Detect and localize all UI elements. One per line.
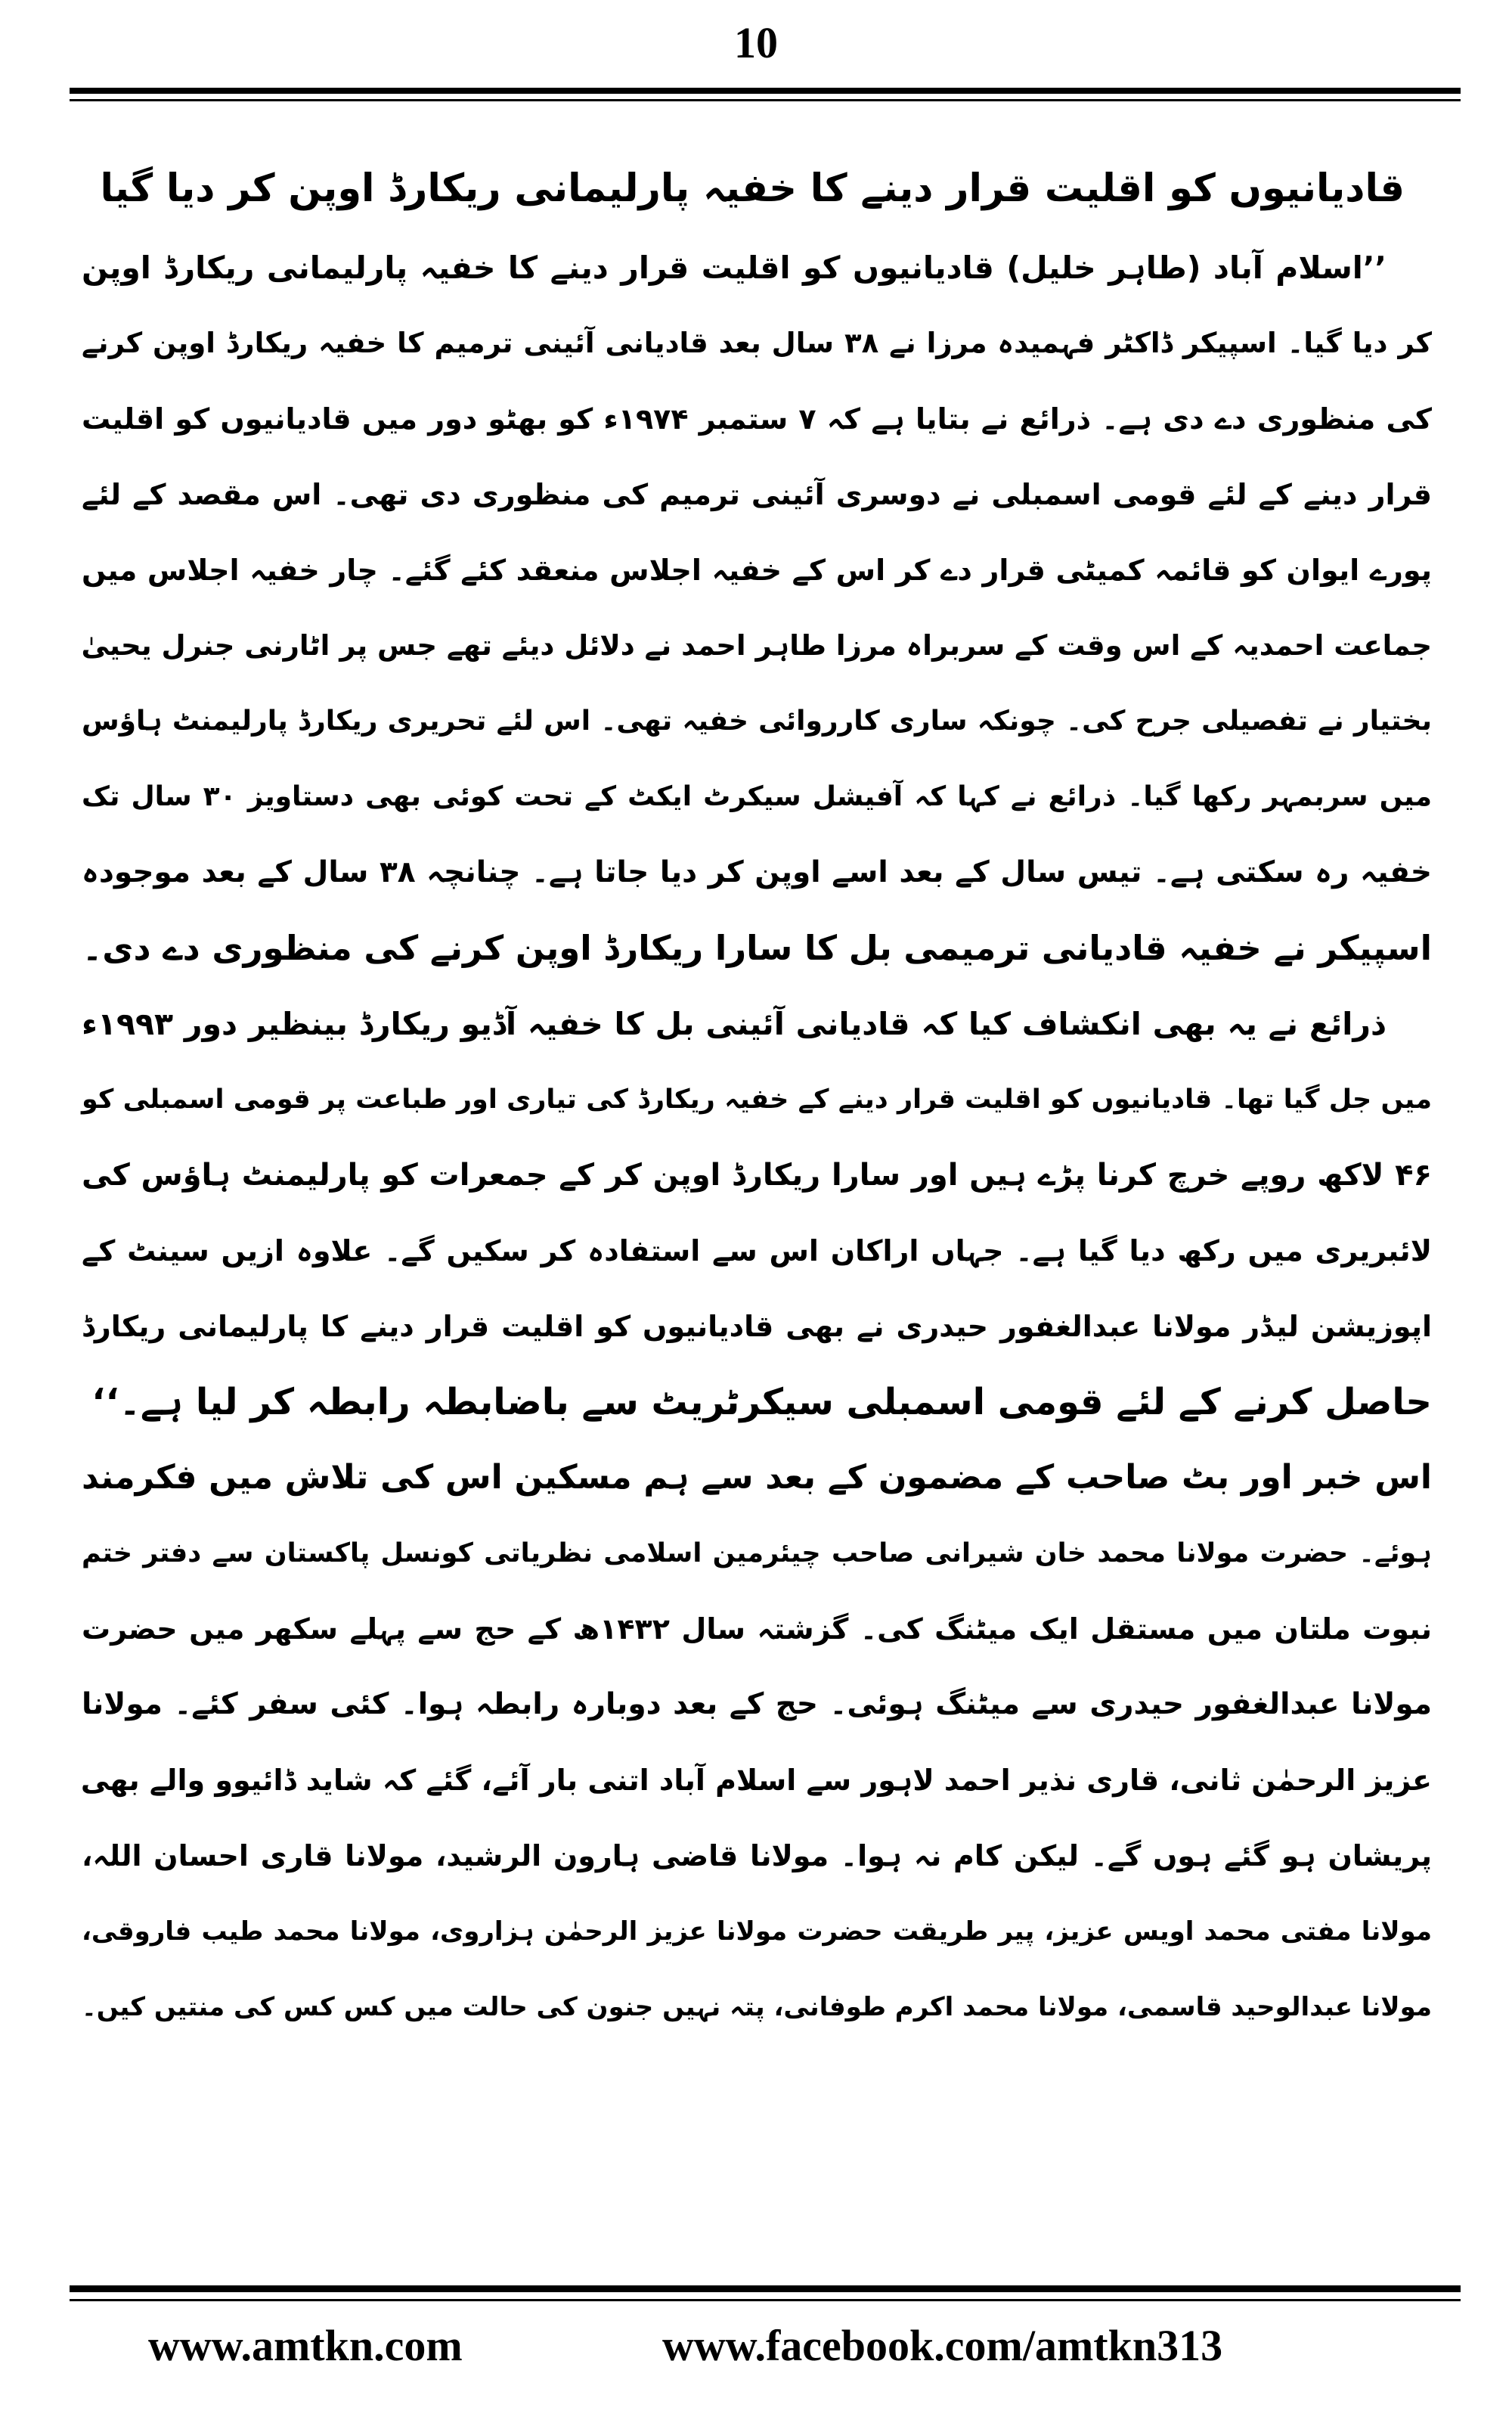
text-line: خفیہ رہ سکتی ہے۔ تیس سال کے بعد اسے اوپن کر دیا جاتا ہے۔ چنانچہ ۳۸ سال کے بعد موجودہ (82, 855, 1432, 889)
text-line: ۴۶ لاکھ روپے خرچ کرنا پڑے ہیں اور سارا ریکارڈ اوپن کر کے جمعرات کو پارلیمنٹ ہاؤس کی (82, 1158, 1432, 1193)
text-line: ذرائع نے یہ بھی انکشاف کیا کہ قادیانی آئینی بل کا خفیہ آڈیو ریکارڈ بینظیر دور ۱۹۹۳ء (82, 1006, 1387, 1042)
text-line: میں سربمہر رکھا گیا۔ ذرائع نے کہا کہ آفیشل سیکرٹ ایکٹ کے تحت کوئی بھی دستاویز ۳۰ سال تک (82, 781, 1432, 812)
header-rule-thin (70, 99, 1461, 101)
text-line: ہوئے۔ حضرت مولانا محمد خان شیرانی صاحب چیئرمین اسلامی نظریاتی کونسل پاکستان سے دفتر ختم (82, 1538, 1432, 1568)
text-line: عزیز الرحمٰن ثانی، قاری نذیر احمد لاہور سے اسلام آباد اتنی بار آئے، گئے کہ شاید ڈائیوو والے بھی (80, 1764, 1432, 1797)
text-line: مولانا مفتی محمد اویس عزیز، پیر طریقت حضرت مولانا عزیز الرحمٰن ہزاروی، مولانا محمد طیب فاروقی، (82, 1916, 1432, 1947)
text-line: نبوت ملتان میں مستقل ایک میٹنگ کی۔ گزشتہ سال ۱۴۳۲ھ کے حج سے پہلے سکھر میں حضرت (82, 1612, 1432, 1646)
page-number: 10 (734, 18, 778, 67)
text-line: کر دیا گیا۔ اسپیکر ڈاکٹر فہمیدہ مرزا نے ۳۸ سال بعد قادیانی آئینی ترمیم کا خفیہ ریکارڈ اوپن کرنے (82, 327, 1432, 359)
text-line: پورے ایوان کو قائمہ کمیٹی قرار دے کر اس کے خفیہ اجلاس منعقد کئے گئے۔ چار خفیہ اجلاس میں (82, 554, 1432, 587)
text-line: پریشان ہو گئے ہوں گے۔ لیکن کام نہ ہوا۔ مولانا قاضی ہارون الرشید، مولانا قاری احسان اللہ، (82, 1839, 1432, 1872)
text-line: مولانا عبدالغفور حیدری سے میٹنگ ہوئی۔ حج کے بعد دوبارہ رابطہ ہوا۔ کئی سفر کئے۔ مولانا (82, 1687, 1432, 1721)
text-line: قرار دینے کے لئے قومی اسمبلی نے دوسری آئینی ترمیم کی منظوری دی تھی۔ اس مقصد کے لئے (82, 478, 1432, 511)
text-line: کی منظوری دے دی ہے۔ ذرائع نے بتایا ہے کہ ۷ ستمبر ۱۹۷۴ء کو بھٹو دور میں قادیانیوں کو اقلیت (82, 402, 1432, 436)
text-line: اسپیکر نے خفیہ قادیانی ترمیمی بل کا سارا ریکارڈ اوپن کرنے کی منظوری دے دی۔ (82, 928, 1432, 968)
footer-rule-thin (70, 2299, 1461, 2301)
text-line: ’’اسلام آباد (طاہر خلیل) قادیانیوں کو اقلیت قرار دینے کا خفیہ پارلیمانی ریکارڈ اوپن (82, 250, 1387, 286)
text-line: حاصل کرنے کے لئے قومی اسمبلی سیکرٹریٹ سے باضابطہ رابطہ کر لیا ہے۔‘‘ (91, 1381, 1432, 1423)
footer-rule-thick (70, 2285, 1461, 2292)
header-rule-thick (70, 88, 1461, 94)
text-line: میں جل گیا تھا۔ قادیانیوں کو اقلیت قرار دینے کے خفیہ ریکارڈ کی تیاری اور طباعت پر قومی اسمبلی کو (82, 1084, 1432, 1115)
footer (0, 2316, 1512, 2376)
text-line: جماعت احمدیہ کے اس وقت کے سربراہ مرزا طاہر احمد نے دلائل دیئے تھے جس پر اٹارنی جنرل یحییٰ (81, 629, 1432, 662)
text-line: بختیار نے تفصیلی جرح کی۔ چونکہ ساری کارروائی خفیہ تھی۔ اس لئے تحریری ریکارڈ پارلیمنٹ ہاؤس (82, 706, 1432, 737)
website-link[interactable]: www.amtkn.com (148, 2321, 463, 2370)
text-line: لائبریری میں رکھ دیا گیا ہے۔ جہاں اراکان اس سے استفادہ کر سکیں گے۔ علاوہ ازیں سینٹ کے (82, 1234, 1432, 1267)
article-headline: قادیانیوں کو اقلیت قرار دینے کا خفیہ پارلیمانی ریکارڈ اوپن کر دیا گیا (100, 166, 1405, 211)
text-line: مولانا عبدالوحید قاسمی، مولانا محمد اکرم طوفانی، پتہ نہیں جنون کی حالت میں کس کس کی منتیں کیں۔ (81, 1992, 1432, 2022)
article-body (82, 148, 1432, 2045)
text-line: اپوزیشن لیڈر مولانا عبدالغفور حیدری نے بھی قادیانیوں کو اقلیت قرار دینے کا پارلیمانی ریکارڈ (82, 1310, 1432, 1343)
facebook-link[interactable]: www.facebook.com/amtkn313 (662, 2321, 1223, 2370)
text-line: اس خبر اور بٹ صاحب کے مضمون کے بعد سے ہم مسکین اس کی تلاش میں فکرمند (82, 1458, 1432, 1497)
